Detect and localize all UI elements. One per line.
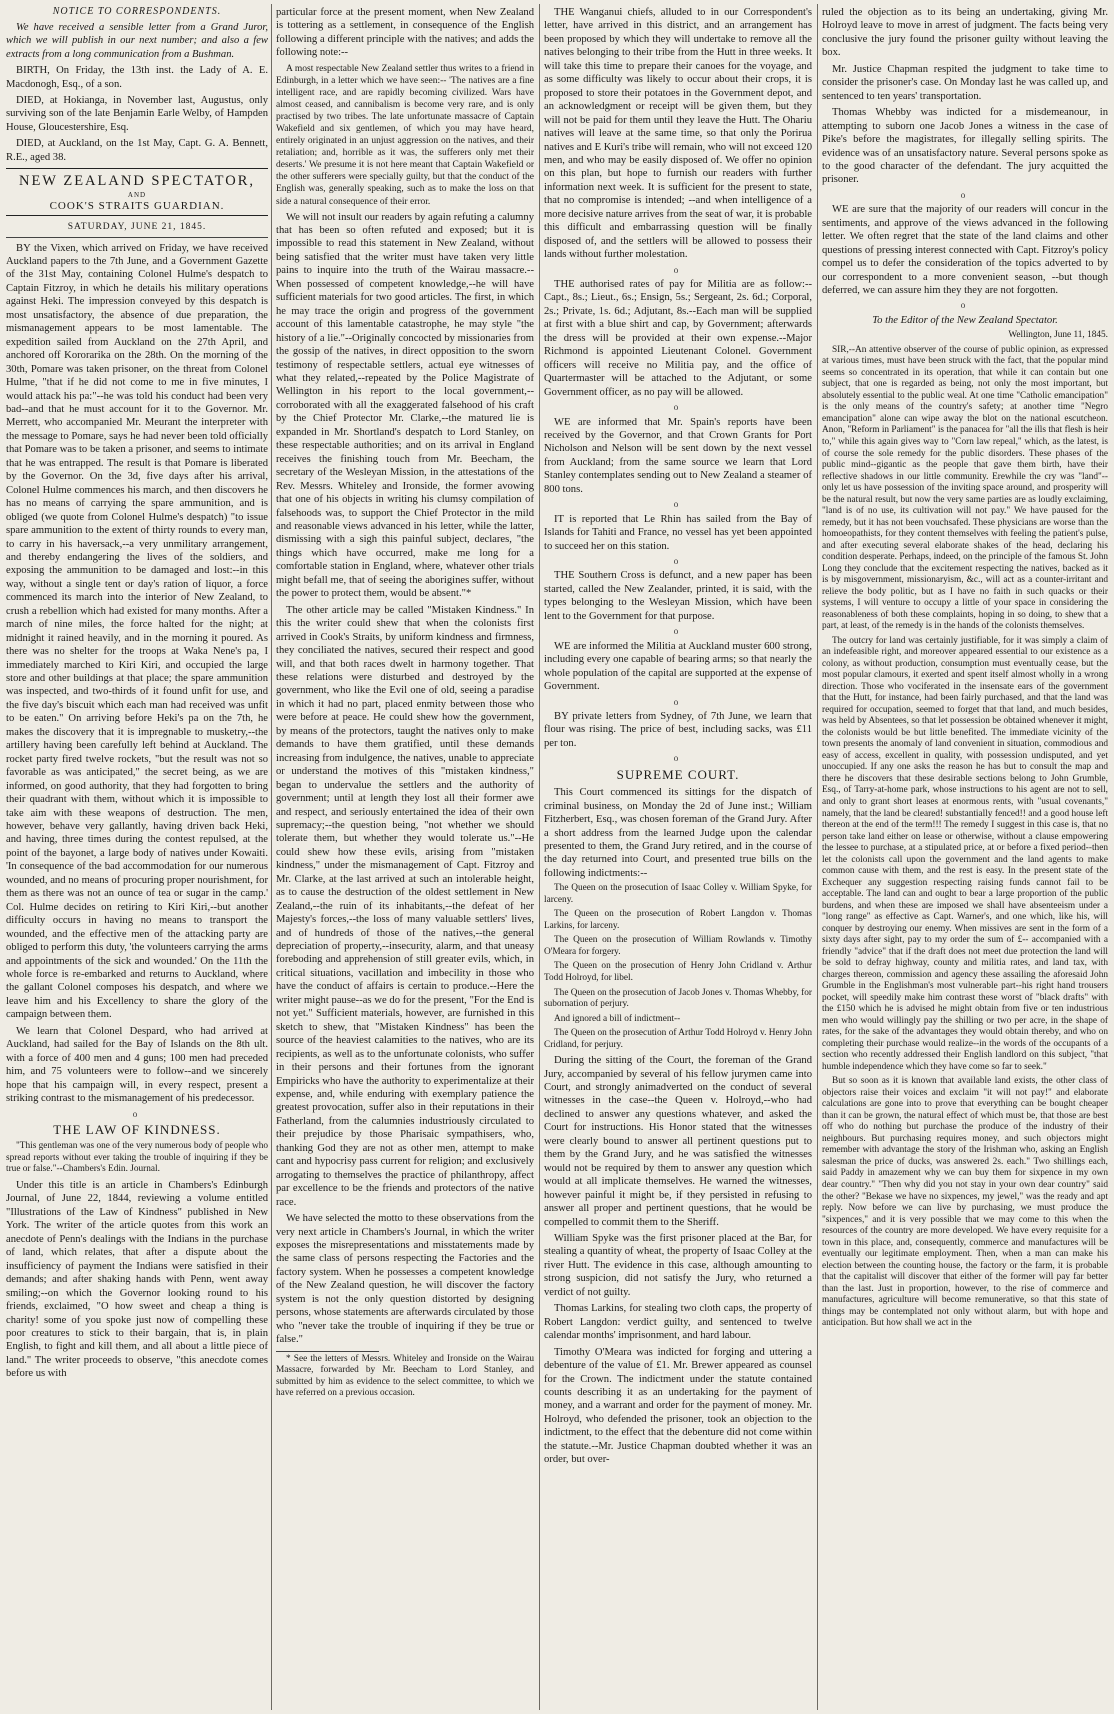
- footnote: * See the letters of Messrs. Whiteley and Ironside on the Wairau Massacre, forwarded by Mr. Beecham to Lord Stanley, and submitted by him as evidence to the select committee, to which we have referred on a previous occasion.: [276, 1353, 534, 1399]
- column-2: [276, 6, 534, 1708]
- article-paragraph: We have selected the motto to these observations from the very next article in Chambers's Journal, in which the writer exposes the misrepresentations and misstatements made by the same class of persons respecting the Factories and the factory system. When he possesses a competent knowledge of the New Zealand question, he will discover the factory system is not the only question distorted by designing persons, whose statements are afterwards circulated by those who "never take the trouble of inquiring if they be true or false.": [276, 1213, 534, 1346]
- column-rule: [539, 4, 540, 1710]
- editorial-note: WE are sure that the majority of our readers will concur in the sentiments, and approve of the views advanced in the following letter. We often regret that the state of the land claims and other questions of pressing interest connected with Capt. Fitzroy's policy compel us to defer the consideration of the topics adverted to by our correspondent to a more convenient season, --but though deferred, we can assure him they they are not forgotten.: [822, 204, 1108, 297]
- separator: o: [673, 402, 683, 413]
- column-1: [6, 6, 268, 1708]
- epigraph: "This gentleman was one of the very numerous body of people who spread reports without ever taking the trouble of inquiring if they be true or false."--Chambers's Edin. Journal.: [6, 1141, 268, 1175]
- column-rule: [817, 4, 818, 1710]
- footnote-rule: [276, 1351, 379, 1352]
- column-rule: [271, 4, 272, 1710]
- indictment: The Queen on the prosecution of Isaac Colley v. William Spyke, for larceny.: [544, 883, 812, 905]
- news-item: THE Wanganui chiefs, alluded to in our Correspondent's letter, have arrived in this district, and an arrangement has been proposed by which they will undertake to remove all the natives belonging to their tribe from the Hutt in three weeks. It will take this time to prepare their canoes for the voyage, and as some difficulty was likely to occur about their crops, it is proposed to store their potatoes in the Government depot, and an acknowledgment or receipt will be given them, but they will not be paid for them until they leave the Hutt. The Ohariu natives will leave at the same time, so that only the Porirua natives and E Kuri's tribe will remain, who will not exceed 120 men, and who may be easily disposed of. We offer no opinion on this plan, but hope to furnish our readers with further information next week. It is sufficient for the present to state, that no compromise is intended; --and when intelligence of a more decisive nature arrives from the seat of war, it is probable this difficult and embarrassing question will be finally disposed of, and the settlers will be allowed to possess their lands without further molestation.: [544, 7, 812, 261]
- section-heading: SUPREME COURT.: [616, 766, 740, 782]
- section-heading: THE LAW OF KINDNESS.: [53, 1121, 221, 1137]
- masthead-subtitle: COOK'S STRAITS GUARDIAN.: [49, 199, 225, 212]
- issue-date: SATURDAY, JUNE 21, 1845.: [6, 218, 268, 237]
- separator: o: [673, 626, 683, 637]
- letter-paragraph: The outcry for land was certainly justifiable, for it was simply a claim of an indefeasible right, and moreover appeared essential to our existence as a colony, as without production, consumption must eventually cease, but the most popular clamours, it exerted and spent itself almost wholly in a wrong direction. Those who vociferated in the insensate ears of the government that the Hutt, for instance, had been fairly purchased, and that the land was required for occupation, seemed to forget that that land, and much besides, was held by Absentees, so that let possession be obtained whenever it might, the colonists would be but little benefited. The immediate vicinity of the town presents the anomaly of land convenient in situation, commodious and easy of access, excellent in quality, with possession undisputed, and yet unoccupied. If any one asks the reason he has but to consult the map and there he discovers that these desirable sections belong to John Grumble, Esq., of Tarry-at-home park, whose instructions to his agent are not to sell, and only to grant short leases at enormous rents, with "usual covenants," namely, that the land be cleared! substantially fenced!! and a good house left thereon at the end of the term!!! The remedy I suggest in this case is, that no person take land either on lease or otherwise, without a clause empowering the lessee to purchase, at a stipulated price, at or before a fixed period--then let the colonists call upon the government and the land agents to make common cause with them, and the rest is easy. In the present state of the Exchequer any suggestion respecting raising funds cannot fail to be acceptable. The land can and ought to bear a large proportion of the public burdens, and when these are imposed we shall have absenteeism under a "long range" as effective as Capt. Warner's, and one which, like his, will conquer by destroying our enemy. When missives are sent in the form of a sixty days after sight, pay to my order the sum of £-- accompanied with a friendly "advice" that if the draft does not meet due protection the land will be sold to defray highway, county and militia rates, and land tax, with charges thereon, commission and agency these assailing the aforesaid John Grumble in the Englishman's most vulnerable part--his right hand trousers pocket, will speedily make him contrast these worst of "black drafts" with the £150 which he is advised he might obtain from five or ten industrious men who would willingly pay the shilling or two per acre, in the shape of rates, for the sake of the advantages they would obtain thereby, and who on completing their purchase would realize--in the words of the occupants of a section who recently addressed their English landlord on this subject, "that humble independence which they have come so far to seek.": [822, 635, 1108, 1072]
- court-paragraph: Thomas Larkins, for stealing two cloth caps, the property of Robert Langdon: verdict guilty, and sentenced to twelve calendar months' imprisonment, and hard labour.: [544, 1303, 812, 1342]
- news-item: BY private letters from Sydney, of 7th June, we learn that flour was rising. The price of best, including sacks, was £11 per ton.: [544, 710, 812, 749]
- column-3: [544, 6, 812, 1708]
- quoted-note: A most respectable New Zealand settler thus writes to a friend in Edinburgh, in a letter which we have seen:-- 'The natives are a fine intelligent race, and are rapidly becoming civilized. Wars have almost ceased, and cannibalism is become very rare, and is only practised by two tribes. The late unfortunate massacre of Captain Wakefield and six gentlemen, of which you may have heard, entirely originated in an unjust aggression on the natives, and their retaliation; and, horrible as it was, the sufferers only met their deserts.' We presume it is not here meant that Captain Wakefield or the other sufferers were specially guilty, but that the conduct of the English was, generally speaking, such as to make the loss on that side a natural consequence of their error.: [276, 63, 534, 207]
- column-4: [822, 6, 1108, 1708]
- death-notice: DIED, at Hokianga, in November last, Augustus, only surviving son of the late Benjamin Earle Welby, of Hampden House, Gloucestershire, Esq.: [6, 94, 268, 133]
- separator: o: [673, 753, 683, 764]
- court-paragraph: Timothy O'Meara was indicted for forging and uttering a debenture of the value of £1. Mr. Brewer appeared as counsel for the Crown. The indictment under the statute contained counts describing it as an undertaking for the payment of money, and a warrant and order for the payment of money. Mr. Holroyd, who defended the prisoner, took an objection to the indictment, to the effect that the debenture did not come within the statute.--Mr. Justice Chapman doubted whether it was an order, but over-: [544, 1346, 812, 1466]
- birth-notice: BIRTH, On Friday, the 13th inst. the Lady of A. E. Macdonogh, Esq., of a son.: [6, 65, 268, 90]
- news-item: WE are informed that Mr. Spain's reports have been received by the Governor, and that Crown Grants for Port Nicholson and Nelson will be sent down by the next vessel from Auckland; from the same source we learn that Lord Stanley contemplates sending out to New Zealand a steamer of 800 tons.: [544, 416, 812, 495]
- news-item: THE Southern Cross is defunct, and a new paper has been started, called the New Zealander, printed, it is said, with the types belonging to the Wesleyan Mission, which have been lent to the Government for that purpose.: [544, 570, 812, 622]
- article-paragraph: BY the Vixen, which arrived on Friday, we have received Auckland papers to the 7th June, and a Government Gazette of the 31st May, containing Colonel Hulme's despatch to Captain Fitzroy, in which he details his military operations against Heki. The impression conveyed by this despatch is most unsatisfactory, the absence of due preparation, the mismanagement appears to be most lamentable. The expedition sailed from Auckland on the 27th April, and anchored off Kororarika on the 28th. On the morning of the 30th, Pomare was taken prisoner, on the threat from Colonel Hulme, "that if he did not come to me in five minutes, I would attack his pa:"--he was told his conduct had been very bad--and that he must account for it to the Governor. Mr. Merrett, who accompanied Mr. Meurant the interpreter with the message to Pomare, says he had never been told officially that Pomare was to be taken a prisoner, and seems to intimate that he was entrapped. The result is that Pomare is liberated by the Governor. On the 3d, five days after his arrival, Colonel Hulme commences his march, and then discovers he has no means of carrying the spare ammunition, and is obliged (we quote from Colonel Hulme's despatch) "to issue spare ammunition to the extent of thirty rounds to every man, to carry in his haversack,--a very unmilitary arrangement, and thereby endangering the lives of the soldiers, and exposing the ammunition to be damaged and lost:--in this way, without a single tent or day's ration of liquor, a force commenced its march into the interior of New Zealand, to crush a rebellion which had existed for many months. After a march of nine miles, the force halted for the night; at midnight it rained heavily, and in the morning it poured. As there was no shelter for the troops at Waka Nene's pa, I immediately marched to Kiri Kiri, and occupied the large store and other buildings at that place; the spare ammunition was inspected, and two-thirds of it found unfit for use, and the five day's biscuit which each man had received was unfit to be eaten." On arriving before Heki's pa on the 7th, he makes the discovery that it is impregnable to musketry,--the artillery having been carefully left behind at Auckland. The rocket party fired twelve rockets, "but the result was not so favorable as was anticipated," the secret being, as we are informed, on good authority, that they had forgotten to bring their quadrant with them, without which it is impossible to take aim with these weapons of destruction. The men, however, behave very gallantly, having driven back Heki, and having, three times during the contest repulsed, at the point of the bayonet, a large body of natives under Kowaiti. 'In consequence of the bad accommodation for our numerous wounded, and no means of procuring proper nourishment, for them as there was not an ounce of tea or sugar in the camp.' Col. Hulme decides on retiring to Kiri Kiri,--but another difficulty occurs in having no means to transport the wounded, and the effective men of the attacking party are obliged to perform this duty, 'the volunteers carrying the arms and appointments of the sick and wounded.' On the 11th the whole force is re-embarked and returns to Auckland, where the gallant Colonel composes his despatch, and where we leave him and his Excellency to share the glory of the campaign between them.: [6, 242, 268, 1021]
- indictment: The Queen on the prosecution of Arthur Todd Holroyd v. Henry John Cridland, for perjury.: [544, 1028, 812, 1050]
- notice-heading: NOTICE TO CORRESPONDENTS.: [52, 6, 222, 17]
- letter-addressee: To the Editor of the New Zealand Spectator.: [872, 314, 1058, 326]
- article-paragraph: We will not insult our readers by again refuting a calumny that has been so often refuted and exposed; but it is impossible to read this statement in New Zealand, without being satisfied that the writer must have taken very little pains to inquire into the truth of the Wairau massacre.--When possessed of competent knowledge,--he will have sufficient materials for two good articles. The first, in which he may trace the origin and progress of the government account of this lamentable catastrophe, he may style "the history of a lie."--Originally concocted by missionaries from the gossip of the natives, in direct opposition to the sworn testimony of respectable settlers, actual eye witnesses of what they related,--repeated by the Police Magistrate of Wellington in his report to the local government,--corroborated with all the exaggerated falsehood of his craft by the Chief Protector Mr. Clarke,--the matured lie is expanded in Mr. Shortland's despatch to Lord Stanley, on these respectable authorities; and on its arrival in England receives the finishing touch from Mr. Beecham, the secretary of the Wesleyan Mission, in the attestations of the Rev. Messrs. Whiteley and Ironside, the former avowing that one of his objects in writing his clumsy compilation of falsehoods was, to support the Chief Protector in the mild and reasonable views advanced in his letter, while the latter, dismissing with a sigh this painful subject, declares, "the things which have occurred, make me long for a comfortable station in England, where, whatever other trials might befall me, that of seeing the aborigines suffer, without the power to protect them, would be absent."*: [276, 211, 534, 600]
- indictment: The Queen on the prosecution of William Rowlands v. Timothy O'Meara for forgery.: [544, 935, 812, 957]
- court-intro: This Court commenced its sittings for the dispatch of criminal business, on Monday the 2d of June inst.; William Fitzherbert, Esq., was chosen foreman of the Grand Jury. After a short address from the learned Judge upon the calendar presented to them, the Grand Jury retired, and in the course of the day returned into Court, and presented true bills on the following indictments:--: [544, 787, 812, 879]
- masthead-and: AND: [127, 190, 147, 199]
- indictment: The Queen on the prosecution of Jacob Jones v. Thomas Whebby, for subornation of perjury.: [544, 987, 812, 1010]
- indictment: The Queen on the prosecution of Henry John Cridland v. Arthur Todd Holroyd, for libel.: [544, 961, 812, 983]
- letter-paragraph: But so soon as it is known that available land exists, the other class of objectors raise their voices and exclaim "it will not pay!" and elaborate calculations are gone into to prove that everything can be bought cheaper than it can be grown, the natural effect of which must be, that those are best off who do nothing but purchase the produce of the industry of their neighbours. But purchasing requires money, and such objectors might remember with advantage the story of the Irishman who, asking an English salesman the price of ducks, was answered 2s. each." Two shillings each, said Paddy in amazement why we can buy them for sixpence in my own dear country." "Then why did you not stay in your own dear country" said the other? "Bekase we have no sixpences, my jewel," was the ready and apt reply. Now before we can live by purchasing, we must produce the "sixpences," and it is very possible that we may come to this when the resources of the country are more developed. We have every requisite for a town in this place, and, consequently, commerce and manufactures will be eventually our legitimate employment. Then, when a man can make his election between the counting house, the factory or the farm, it is probable that the capitalist will discover that either of the former will pay far better than the last. Just in proportion, however, to the rise of commerce and manufactures, agriculture will become remunerative, so that this state of things may be contemplated not only without alarm, but with hope and anticipation. But how shall we act in the: [822, 1076, 1108, 1329]
- notice-text: We have received a sensible letter from a Grand Juror, which we will publish in our next number; and also a few extracts from a long communication from a Bushman.: [6, 21, 268, 60]
- court-paragraph: Mr. Justice Chapman respited the judgment to take time to consider the prisoner's case. On Monday last he was called up, and sentenced to ten years' transportation.: [822, 63, 1108, 102]
- news-item: THE authorised rates of pay for Militia are as follow:--Capt., 8s.; Lieut., 6s.; Ensign, 5s.; Sergeant, 2s. 6d.; Corporal, 2s.; Private, 1s. 6d.; Adjutant, 8s.--Each man will be supplied at first with a blue shirt and cap, by Government; afterwards the dress will be provided at their own expense.--Major Richmond is appointed Lieutenant Colonel. Government officers will receive no Militia pay, and the office of Quartermaster will be attached to the Adjutant, or some Government officer, as no pay will be allowed.: [544, 279, 812, 398]
- article-paragraph: particular force at the present moment, when New Zealand is tottering as a settlement, in consequence of the English following a different principle with the natives; and adds the following note:--: [276, 7, 534, 59]
- letter-paragraph: SIR,--An attentive observer of the course of public opinion, as expressed at various times, must have been struck with the fact, that the popular mind seems so concentrated in its operation, that while it can contain but one subject, that one is regarded as being, not only the most important, but absolutely essential to the public weal. At one time "Catholic emancipation" is the only means of the country's safety; at another time "Negro emancipation" alone can wipe away the blot on the national escutcheon. Anon, "Reform in Parliament" is the panacea for "all the ills that flesh is heir to," while this again gives way to "Corn law repeal," which, as the latest, is of course the sole remedy for the public disorders. These phases of the public mind--gigantic as the people that gave them birth, have their reflective shadows in our little community. Erewhile the cry was "land"--only let us have possession of the inviting space around, and prosperity will be the natural result, but now the very same parties are as loudly exclaiming, "land is of no use, its cultivation will not pay." We have paused for the remedy, but it has not been vouchsafed. These physicians are worse than the homoeopathists, for they content themselves with feeling the patient's pulse, and after executing several elaborate shakes of the head, declaring his condition desperate. Perhaps, indeed, on the principle of the famous St. John Long they conclude that the excitement respecting the natives, backed as it is by misgovernment, missionaryism, &c., will act as a counter-irritant and relieve the body politic, but as I have no faith in such quacks or their systems, I will venture to occupy a little of your space in considering the reasonableness of both these complaints, hoping in so doing, to shew that a part, at least, of the remedy is in the hands of the colonists themselves.: [822, 344, 1108, 632]
- masthead-title: NEW ZEALAND SPECTATOR,: [18, 173, 256, 190]
- indictment: The Queen on the prosecution of Robert Langdon v. Thomas Larkins, for larceny.: [544, 909, 812, 931]
- death-notice: DIED, at Auckland, on the 1st May, Capt. G. A. Bennett, R.E., aged 38.: [6, 138, 268, 163]
- separator: o: [673, 696, 683, 707]
- news-item: IT is reported that Le Rhin has sailed from the Bay of Islands for Tahiti and France, no vessel has yet been appointed to succeed her on this station.: [544, 513, 812, 552]
- court-paragraph: Thomas Whebby was indicted for a misdemeanour, in attempting to suborn one Jacob Jones a witness in the case of Pike's before the magistrates, for illegally selling spirits. The evidence was of an unsatisfactory nature. Several persons spoke as to the good character of the defendant. The jury acquitted the prisoner.: [822, 107, 1108, 186]
- court-paragraph: William Spyke was the first prisoner placed at the Bar, for stealing a quantity of wheat, the property of Isaac Colley at the river Hutt. The evidence in this case, although amounting to strong suspicion, did not satisfy the Jury, who returned a verdict of not guilty.: [544, 1232, 812, 1298]
- article-paragraph: We learn that Colonel Despard, who had arrived at Auckland, had sailed for the Bay of Islands on the 8th ult. with a force of 400 men and 4 guns; 100 men had preceded him, and 75 volunteers were to follow--and we sincerely hope that his campaign will, in every respect, present a striking contrast to the mismanagement of his predecessor.: [6, 1025, 268, 1105]
- court-paragraph: During the sitting of the Court, the foreman of the Grand Jury, accompanied by several of his fellow jurymen came into Court, and strongly animadverted on the conduct of several witnesses in the case--the Queen v. Holroyd,--who had declined to answer any questions whatever, and asked the Court for instructions. His Honor stated that the witnesses were clearly bound to answer all pertinent questions put to them by the Grand Jury, and he was satisfied the witnesses would not be required by them to answer any question which would at all implicate themselves. He warned the witnesses, however painful it might be, if they persisted in refusing to answer all proper and pertinent questions, that he would be compelled to commit them to the Sheriff.: [544, 1055, 812, 1228]
- separator: o: [960, 189, 970, 200]
- separator: o: [673, 499, 683, 510]
- separator: o: [132, 1108, 142, 1119]
- news-item: WE are informed the Militia at Auckland muster 600 strong, including every one capable of bearing arms; so that nearly the whole population of the capital are supported at the expense of Government.: [544, 640, 812, 693]
- separator: o: [673, 264, 683, 275]
- separator: o: [960, 300, 970, 311]
- article-paragraph: Under this title is an article in Chambers's Edinburgh Journal, of June 22, 1844, reviewing a volume entitled "Illustrations of the Law of Kindness" published in New York. The writer of the article quotes from this work an anecdote of Penn's dealings with the Indians in the purchase of land, which relates, that after a dispute about the insufficiency of payment the Indians were satisfied in their demands; and after shaking hands with Penn, went away smiling;--on which the Governor looking round to his friends, exclaimed, "O how sweet and cheap a thing is charity! some of you spoke just now of compelling these poor creatures to stick to their bargain, that is, in plain English, to fight and kill them, and all about a little piece of land." The writer proceeds to observe, "this anecdote comes before us with: [6, 1180, 268, 1380]
- letter-dateline: Wellington, June 11, 1845.: [1008, 330, 1108, 341]
- separator: o: [673, 556, 683, 567]
- article-paragraph: The other article may be called "Mistaken Kindness." In this the writer could shew that when the colonists first arrived in Cook's Straits, by uniform kindness and firmness, they conciliated the natives, secured their respect and good will, and that both races dwelt in harmony together. That these relations were disturbed and destroyed by the government, who like the Evil one of old, seeing a paradise in which it had no part, placed enmity between those who were before at peace. He could shew how the government, by means of the protectors, taught the natives only to make demands to have them gratified, until these demands increasing from indulgence, the natives, unable to appreciate or understand the motives of this "mistaken kindness," began to undervalue the settlers and the authority of government; until at length they lost all their former awe and respect, and seriously entertained the idea of their own supremacy;--the question being, "not whether we should tolerate them, but whether they would tolerate us."--He could shew how these evils, arising from "mistaken kindness," under the mismanagement of Capt. Fitzroy and Mr. Clarke, at the last arrived at such an intolerable height, as to cause the destruction of the oldest settlement in New Zealand,--the ruin of its inhabitants,--the defeat of her Majesty's forces,--the loss of many valuable settlers' lives, and of hundreds of those of the natives,--the general depreciation of property,--insecurity, alarm, and that uneasy foreboding and apprehension of still greater evils, which, in critical situations, vacillation and imbecility in those who have the conduct of affairs is certain to produce.--Here the writer might pause--as we do for the present, "For the End is not yet." Sufficient materials, however, are furnished in this sketch to shew, that "Mistaken Kindness" has been the source of the heaviest calamities to the natives, who are its recipients, as well as to the unfortunate colonists, who suffer in their persons and their fortunes from the ignorant Empiricks who have the authority to experimentalize at their expense, and, while enduring with exemplary patience the greatest provocation, suffer also in their reputations in their Fatherland, from the calumnies industriously circulated to their prejudice by those Pharisaic sympathisers, who, thanking God they are not as other men, attempt to make cant and hypocrisy pass current for religion; and exclusively arrogating to themselves the practice of philanthropy, affect par excellence to be the friends and protectors of the native race.: [276, 604, 534, 1208]
- masthead: [6, 168, 268, 216]
- indictment: And ignored a bill of indictment--: [554, 1013, 681, 1024]
- court-paragraph: ruled the objection as to its being an undertaking, giving Mr. Holroyd leave to move in arrest of judgment. The facts being very conclusive the jury found the prisoner guilty without leaving the box.: [822, 7, 1108, 59]
